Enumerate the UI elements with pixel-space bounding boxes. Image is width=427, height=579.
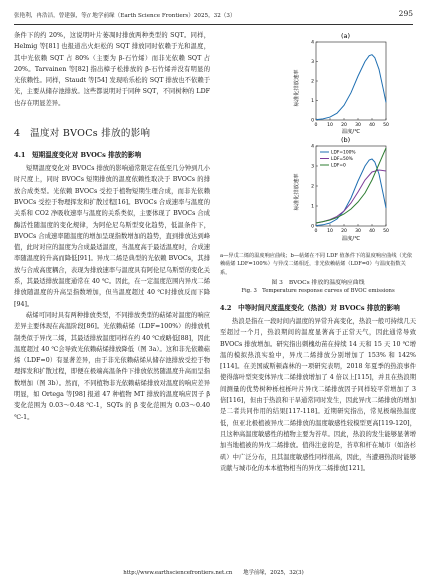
paragraph-lsqt: 条件下的约 20%，这说明叶片萎凋时排放两种类型的 SQT。同样，Helmig 等[81] 也报道出火炬松的 SQT 排放同时依赖于光和温度，其中光依赖 SQT 占 80%（主要为 β-石竹烯）而非光依赖 SQT 占 20%。Tarvainen 等[82] 指出樟子松排放的 β-石竹烯并没有明显的光依赖性。同样，Staudt 等[54] 发现哈乐松的 SQT 排放也不依赖于光，主要从储存池排放。这些都说明对于同种 SQT，不同树种的 LDF 也存在明显差异。 <box>14 32 210 107</box>
y-tick-label: 3 <box>311 164 314 170</box>
y-tick-label: 2 <box>311 184 314 190</box>
series-line <box>316 55 386 120</box>
x-tick-label: 30 <box>355 123 361 128</box>
header-citation: 张艳利，冉浩洁，曾建强，等// 地学前缘（Earth Science Frontiers）2025，32（3） <box>14 13 236 19</box>
panel-a-y-label: 标准化排放速率 <box>294 69 300 107</box>
panel-a-x-label: 温度/℃ <box>341 129 361 135</box>
y-tick-label: 0 <box>311 224 314 230</box>
paragraph-short-term: 短期温度变化对 BVOCs 排放的影响通常限定在低至几分钟到几小时尺度上，同时 BVOCs 短期排放的温度依赖性取决于 BVOCs 的排放合成类型。光依赖 BVOCs 受控于植物短期生理合成，而非光依赖 BVOCs 受控于物理挥发和扩散过程[16]。BVOCs 合成速率与温度的关系和 CO2 净吸收速率与温度的关系类似，主要体现了 BVOCs 合成酶活性随温度的变化规律，为阿伦尼乌斯型变化趋势，低温条件下，BVOCs 合成速率随温度的增加呈现指数增加的趋势，直到排放达到峰值，此时对应的温度为合成最适温度，当温度高于最适温度时，合成速率随温度的升高而降低[91]。异戊二烯是典型的光依赖 BVOCs，其排放与合成高度耦合，表现为排放速率与温度具有阿伦尼乌斯型的变化关系，其最适排放温度通常在 40 ℃。因此，在一定温度范围内异戊二烯排放随温度的升高呈指数增加，但当温度超过 40 ℃时排放反而下降[94]。 <box>14 165 210 308</box>
paragraph-terpene: 萜烯可同时具有两种排放类型，不同排放类型的萜烯对温度的响应差异主要体现在高温阶段[86]。光依赖萜烯（LDF=100%）的排放机制类似于异戊二烯，其最适排放温度同样在约 40 ℃或略低[88]，因此温度超过 40 ℃会导致光依赖萜烯排放降低（图 3a）。这和非光依赖萜烯（LDF=0）有显著差异，由于非光依赖萜烯从储存池排放受控于物理挥发和扩散过程，即便在极端高温条件下排放依然随温度升高而呈指数增加（图 3b）。然而，不同植物非光依赖萜烯排放对温度的响应差异明显，如 Ortega 等[98] 报道 47 种植物 MT 排放的温度响应因子 β 变化范围为 0.03～0.48 ℃-1，SQTs 的 β 变化范围为 0.03～0.40 ℃-1。 <box>14 311 210 421</box>
page-footer: http://www.earthsciencefrontiers.net.cn 地学前缘，2025，32(3) <box>123 570 304 576</box>
panel-b-y-label: 标准化排放速率 <box>294 173 300 211</box>
figure-caption-note: a—异戊二烯的温度响应曲线；b—萜烯在不同 LDF 值条件下的温度响应曲线（光依赖萜烯 LDF=100%）与异戊二烯相近，非光依赖萜烯（LDF=0）与温度指数关系。 <box>220 253 413 276</box>
panel-b-x-label: 温度/℃ <box>341 236 361 242</box>
x-tick-label: 10 <box>327 123 333 128</box>
subsection-title-heatwave: 4.2 中等时间尺度温度变化（热浪）对 BVOCs 排放的影响 <box>220 304 400 312</box>
x-tick-label: 50 <box>383 229 389 234</box>
series-line-ldf50 <box>316 170 386 223</box>
right-column <box>220 30 416 474</box>
x-tick-label: 10 <box>327 229 333 234</box>
figure-caption-title: 图 3 BVOCs 排放的温度响应曲线 <box>271 280 365 287</box>
legend-label: LDF=0 <box>331 163 346 169</box>
page-number: 295 <box>398 9 413 18</box>
x-tick-label: 0 <box>314 229 318 234</box>
y-tick-label: 1 <box>311 99 314 105</box>
x-tick-label: 30 <box>355 229 361 234</box>
x-tick-label: 20 <box>341 229 347 234</box>
left-column <box>14 30 210 423</box>
figure-caption-title-en: Fig. 3 Temperature response curves of BVOC emissions <box>241 288 395 295</box>
x-tick-label: 0 <box>314 123 318 128</box>
legend-label: LDF=100% <box>331 150 356 156</box>
y-tick-label: 4 <box>311 40 314 46</box>
y-tick-label: 1 <box>311 204 314 210</box>
y-tick-label: 2 <box>311 79 314 85</box>
y-tick-label: 0 <box>311 118 314 124</box>
y-tick-label: 3 <box>311 60 314 66</box>
section-title: 4 温度对 BVOCs 排放的影响 <box>14 128 151 140</box>
x-tick-label: 20 <box>341 123 347 128</box>
running-header <box>14 9 413 23</box>
temperature-response-chart <box>220 30 416 248</box>
subsection-title: 4.1 短期温度变化对 BVOCs 排放的影响 <box>14 151 142 160</box>
x-tick-label: 50 <box>383 123 389 128</box>
x-tick-label: 40 <box>369 229 375 234</box>
panel-a-label: (a) <box>341 32 351 40</box>
figure-3 <box>220 30 416 300</box>
panel-b-label: (b) <box>341 136 351 144</box>
legend-label: LDF=50% <box>331 157 353 163</box>
x-tick-label: 40 <box>369 123 375 128</box>
panel-a <box>311 40 389 128</box>
panel-b <box>311 144 389 234</box>
header-rule <box>14 24 413 25</box>
y-tick-label: 4 <box>311 144 314 150</box>
plot-frame <box>316 42 386 120</box>
series-line-ldf100 <box>316 159 386 226</box>
paragraph-heatwave: 热浪是指在一段时间内温度的异常升高变化，热浪一般可持续几天至超过一个月，热浪期间的温度显著高于正常天气，因此通常导致 BVOCs 排放增加。研究指出刺槐幼苗在持续 14 天和 15 天 10 ℃增温的模拟热浪实验中，异戊二烯排放分别增加了 153% 和 142%[114]。在美国威斯顿森林的一项研究表明，2018 年夏季的热浪事件使得落叶型突变体异戊二烯排放增加了 4 倍以上[115]，并且在热浪期间测量的优势树种栎柱栎叶片异戊二烯排放因子同样较平常增加了 3 倍[116]，但由于热浪和干旱通常同时发生，因此异戊二烯排放的增加是二者共同作用的结果[117-118]。近期研究指出，常见极端热温度低，但亚北极植被异戊二烯排放的温度敏感性较模型更高[119-120]，且这种高温度敏感性的植物主要为苔草。因此，热浪的发生能够显著增加当地植被的异戊二烯排放。值得注意的是，苔草和杆在城市（如洛杉矶）中广泛分布，且其温度敏感性同样很高，因此，当遭遇热浪时能够贡献与城市化的本本植物相当的异戊二烯排放[121]。 <box>220 318 416 472</box>
